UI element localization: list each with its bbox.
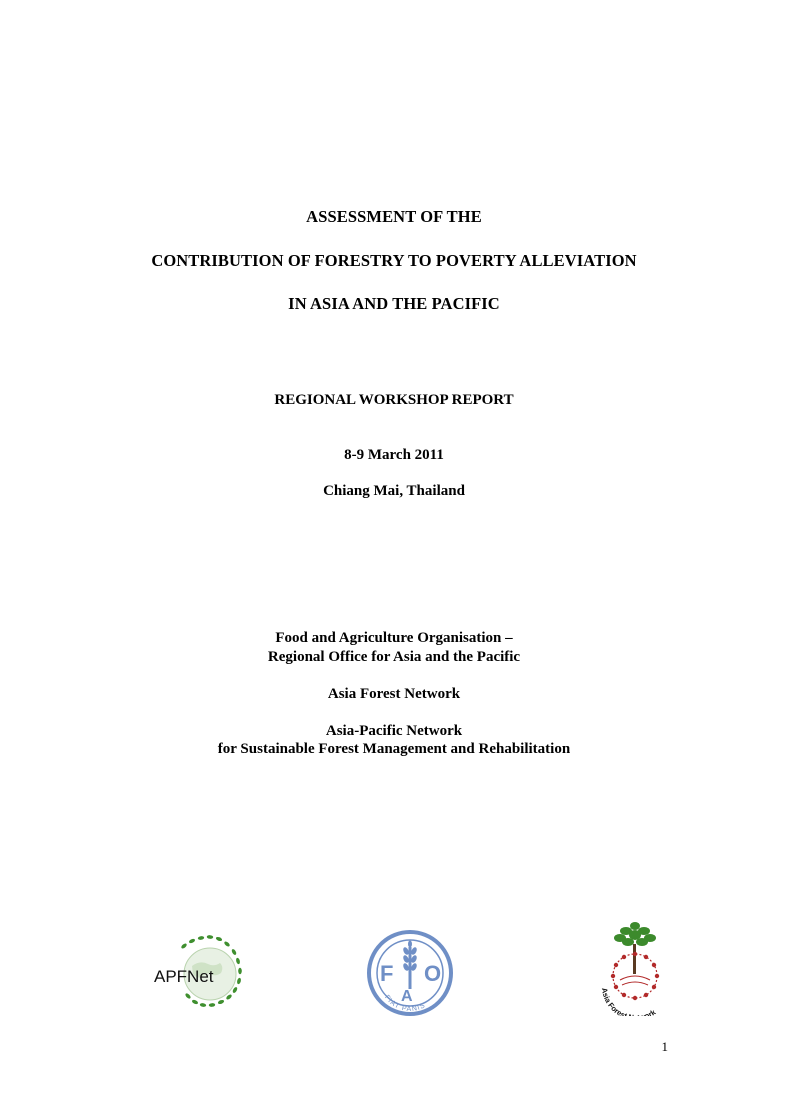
title-line-2: CONTRIBUTION OF FORESTRY TO POVERTY ALLEVIATION [151,251,637,270]
fao-motto: FIAT PANIS [382,994,427,1014]
tree-icon [614,922,656,974]
apfnet-logo-text: APFNet [154,967,214,986]
report-type: REGIONAL WORKSHOP REPORT [274,392,514,408]
org-apfnet-line-2: for Sustainable Forest Management and Rehabilitation [217,741,571,757]
wheat-icon [402,941,418,990]
title-line-1: ASSESSMENT OF THE [306,207,482,226]
workshop-date: 8-9 March 2011 [344,447,444,463]
afn-logo-graphic [590,918,680,1016]
fao-letter-a: A [401,988,413,1005]
page-number: 1 [661,1039,668,1054]
org-apfnet-line-1: Asia-Pacific Network [325,723,463,739]
title-line-3: IN ASIA AND THE PACIFIC [288,294,500,313]
fao-letter-f: F [380,961,394,986]
afn-logo [590,918,680,1016]
apfnet-logo-graphic [150,930,250,1010]
afn-logo-text: Asia Forest ork [599,987,658,1016]
apfnet-logo [150,930,250,1010]
fao-logo-graphic [366,929,454,1017]
fao-letter-o: O [424,961,442,986]
org-fao-line-2: Regional Office for Asia and the Pacific [267,649,521,665]
workshop-location: Chiang Mai, Thailand [323,483,465,499]
org-fao-line-1: Food and Agriculture Organisation – [275,630,513,646]
org-afn: Asia Forest Network [327,686,461,702]
fao-logo [366,929,454,1017]
